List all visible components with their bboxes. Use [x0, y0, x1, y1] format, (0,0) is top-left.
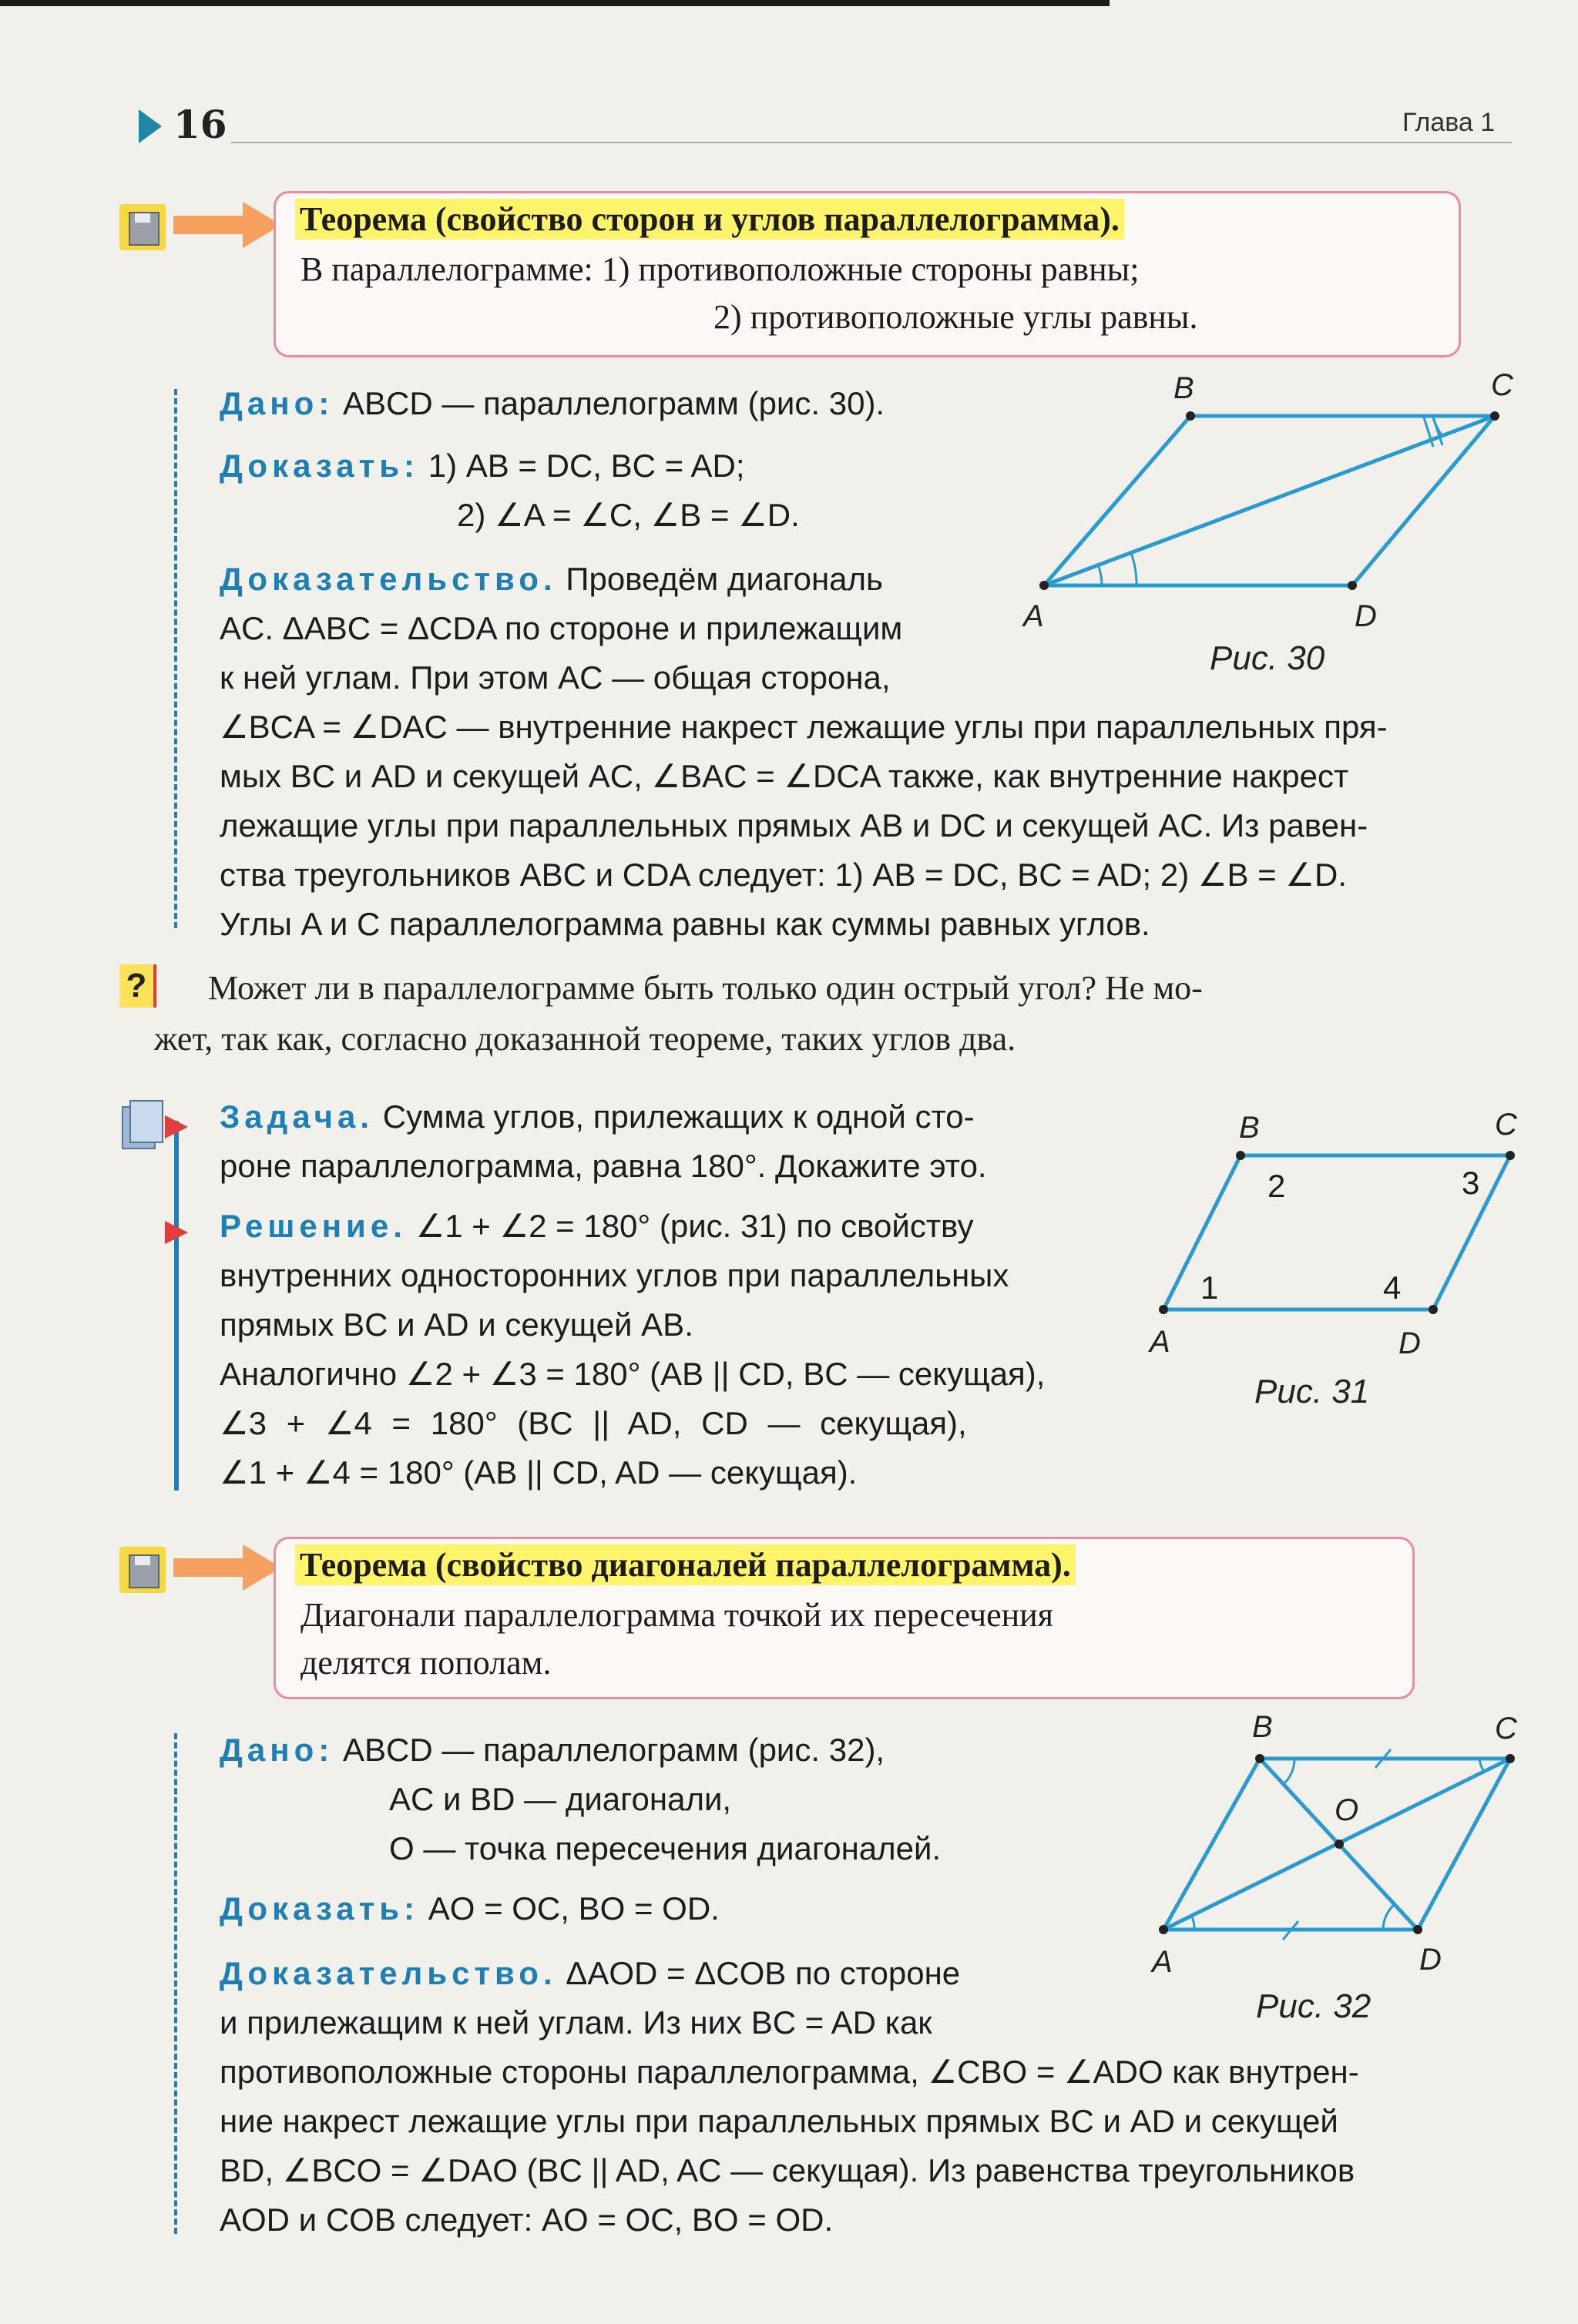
fig31-caption: Рис. 31: [1254, 1373, 1370, 1410]
solution-text-3: Аналогично ∠2 + ∠3 = 180° (AB || CD, BC — секущая),: [220, 1356, 1046, 1392]
theorem1-box: [274, 191, 1461, 357]
save-icon: [119, 204, 166, 250]
theorem2-line2: делятся пополам.: [300, 1644, 552, 1682]
proof1-text-1: AC. ΔABC = ΔCDA по стороне и прилежащим: [220, 610, 903, 646]
save-icon: [119, 1547, 166, 1593]
solution-text-5: ∠1 + ∠4 = 180° (AB || CD, AD — секущая).: [220, 1454, 858, 1491]
fig31-angle-1: 1: [1200, 1269, 1219, 1306]
proof2-text-3: ние накрест лежащие углы при параллельных прямых BC и AD и секущей: [220, 2103, 1338, 2139]
theorem2-line1: Диагонали параллелограмма точкой их пересечения: [300, 1596, 1053, 1634]
solution-first-line: [220, 1202, 973, 1251]
fig32-caption: Рис. 32: [1256, 1987, 1372, 2025]
proof2-text-0: ΔAOD = ΔCOB по стороне: [566, 1955, 961, 1991]
prove-text-1: 1) AB = DC, BC = AD;: [428, 448, 745, 484]
fig31-label-a: A: [1150, 1325, 1170, 1359]
task-doc-icon: [122, 1100, 165, 1154]
solution-text-4: ∠3 + ∠4 = 180° (BC || AD, CD — секущая),: [220, 1405, 967, 1441]
fig32-label-o: O: [1335, 1793, 1359, 1827]
solution-text-2: прямых BC и AD и секущей AB.: [220, 1306, 693, 1343]
fig31-label-b: B: [1239, 1111, 1260, 1145]
page-number: 16: [173, 102, 227, 147]
given-text: ABCD — параллелограмм (рис. 30).: [342, 385, 885, 421]
proof1-text-3: ∠BCA = ∠DAC — внутренние накрест лежащие углы при параллельных пря-: [220, 709, 1388, 745]
fig30-label-b: B: [1173, 371, 1194, 405]
given-label: Дано:: [220, 1732, 334, 1768]
prove-text: AO = OC, BO = OD.: [428, 1890, 720, 1927]
proof1-text-5: лежащие углы при параллельных прямых AB и DC и секущей AC. Из равен-: [220, 807, 1368, 843]
proof1-text-7: Углы A и C параллелограмма равны как суммы равных углов.: [220, 906, 1150, 942]
question-line2: жет, так как, согласно доказанной теореме, таких углов два.: [154, 1020, 1016, 1058]
fig32-label-b: B: [1252, 1710, 1273, 1744]
fig30-label-d: D: [1355, 599, 1377, 633]
fig30-label-a: A: [1023, 599, 1044, 633]
proof1-given-row: [220, 379, 885, 428]
solution-text-0: ∠1 + ∠2 = 180° (рис. 31) по свойству: [415, 1208, 974, 1244]
question-mark-icon: ?: [119, 964, 156, 1008]
arrow-right-icon: [173, 202, 281, 248]
task-text-1: роне параллелограмма, равна 180°. Докажите это.: [220, 1148, 987, 1184]
proof2-text-2: противоположные стороны параллелограмма, ∠CBO = ∠ADO как внутрен-: [220, 2054, 1359, 2090]
fig30-label-c: C: [1491, 368, 1513, 402]
fig30-caption: Рис. 30: [1210, 639, 1325, 677]
solution-label: Решение.: [220, 1208, 407, 1244]
proof2-first-line: [220, 1949, 960, 1998]
fig31-angle-4: 4: [1383, 1269, 1402, 1306]
task-pointer-icon: [165, 1115, 188, 1139]
page-top-edge: [0, 0, 1110, 6]
page-marker-icon: [139, 109, 162, 143]
given-label: Дано:: [220, 385, 334, 421]
given-text-0: ABCD — параллелограмм (рис. 32),: [342, 1732, 885, 1768]
task-first-line: [220, 1092, 975, 1142]
fig31-angle-2: 2: [1267, 1168, 1286, 1204]
fig31-label-c: C: [1495, 1108, 1517, 1142]
solution-text-1: внутренних односторонних углов при параллельных: [220, 1257, 1009, 1293]
given-text-1: AC и BD — диагонали,: [389, 1781, 732, 1817]
proof2-text-1: и прилежащим к ней углам. Из них BC = AD как: [220, 2004, 932, 2041]
given-text-2: O — точка пересечения диагоналей.: [389, 1830, 942, 1866]
proof-label: Доказательство.: [220, 1955, 557, 1991]
prove-label: Доказать:: [220, 1890, 420, 1927]
proof-label: Доказательство.: [220, 561, 557, 597]
fig32-label-d: D: [1419, 1943, 1442, 1977]
fig31-label-d: D: [1398, 1326, 1421, 1360]
header-divider: [231, 142, 1512, 143]
theorem1-title: Теорема (свойство сторон и углов параллелограмма).: [295, 199, 1124, 240]
proof2-text-4: BD, ∠BCO = ∠DAO (BC || AD, AC — секущая). Из равенства треугольников: [220, 2152, 1355, 2188]
task-text-0: Сумма углов, прилежащих к одной сто-: [382, 1098, 975, 1135]
proof1-text-2: к ней углам. При этом AC — общая сторона,: [220, 659, 891, 696]
figure-32: [1148, 1725, 1533, 1949]
arrow-right-icon: [173, 1544, 281, 1591]
proof1-text-4: мых BC и AD и секущей AC, ∠BAC = ∠DCA также, как внутренние накрест: [220, 758, 1349, 794]
task-label: Задача.: [220, 1098, 374, 1135]
fig31-angle-3: 3: [1462, 1165, 1480, 1201]
proof1-text-6: ства треугольников ABC и CDA следует: 1) AB = DC, BC = AD; 2) ∠B = ∠D.: [220, 857, 1348, 893]
theorem2-box: [274, 1537, 1415, 1699]
proof1-text-0: Проведём диагональ: [566, 561, 883, 597]
proof2-margin-line: [174, 1733, 177, 2234]
prove-text-2: 2) ∠A = ∠C, ∠B = ∠D.: [457, 497, 800, 533]
prove-label: Доказать:: [220, 448, 420, 484]
proof1-margin-line: [174, 389, 177, 928]
proof1-prove-row: [220, 441, 745, 491]
question-line1: Может ли в параллелограмме быть только один острый угол? Не мо-: [208, 969, 1203, 1007]
task-margin-bar: [174, 1121, 179, 1491]
proof2-given-row: [220, 1725, 885, 1775]
solution-pointer-icon: [165, 1221, 188, 1244]
fig32-label-c: C: [1495, 1712, 1517, 1746]
theorem1-line2: 2) противоположные углы равны.: [713, 298, 1198, 336]
theorem1-line1: В параллелограмме: 1) противоположные стороны равны;: [300, 250, 1140, 288]
proof2-text-5: AOD и COB следует: AO = OC, BO = OD.: [220, 2202, 834, 2238]
proof1-first-line: [220, 555, 883, 604]
theorem2-title: Теорема (свойство диагоналей параллелограмма).: [295, 1544, 1076, 1585]
fig32-label-a: A: [1152, 1945, 1173, 1979]
chapter-title: Глава 1: [1402, 108, 1496, 137]
proof2-prove-row: [220, 1884, 720, 1933]
